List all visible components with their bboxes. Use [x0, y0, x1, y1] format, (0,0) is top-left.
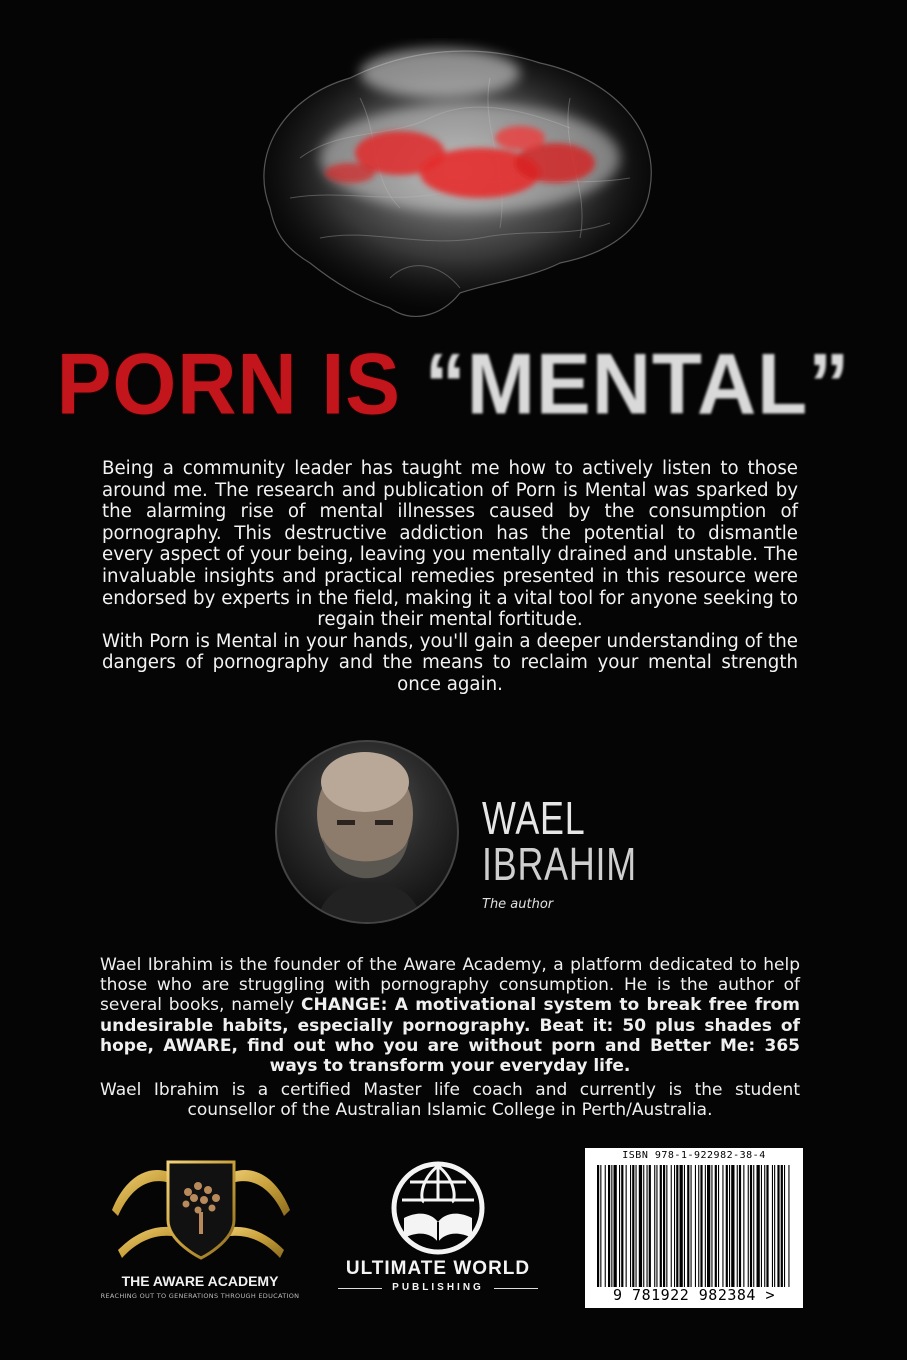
bio-paragraph-1: [100, 955, 800, 1076]
barcode-bar: [729, 1165, 730, 1287]
aware-academy-name: THE AWARE ACADEMY: [121, 1273, 279, 1289]
author-first-name: WAEL: [482, 792, 586, 844]
barcode-bar: [757, 1165, 760, 1287]
barcode-bar: [656, 1165, 657, 1287]
barcode-bar: [649, 1165, 651, 1287]
brain-illustration: [240, 38, 670, 338]
barcode-bar: [663, 1165, 665, 1287]
barcode-bars: [595, 1165, 793, 1287]
barcode-bar: [784, 1165, 785, 1287]
book-blurb: [102, 458, 798, 696]
barcode-bar: [726, 1165, 728, 1287]
barcode-bar: [774, 1165, 775, 1287]
title-part-1: PORN IS: [56, 336, 401, 433]
barcode-bar: [614, 1165, 617, 1287]
barcode-bar: [715, 1165, 717, 1287]
bio-intro: Wael Ibrahim is the founder of the Aware Academy, a platform dedicated to help those who are struggling with pornography consumption. He is the author of several books, namely: [100, 955, 800, 1016]
aware-academy-logo-icon: [108, 1150, 294, 1270]
title-part-2: “MENTAL”: [424, 336, 851, 433]
author-last-name: IBRAHIM: [482, 838, 637, 890]
barcode-bar: [619, 1165, 620, 1287]
barcode-bar: [643, 1165, 644, 1287]
barcode-bar: [750, 1165, 752, 1287]
barcode-bar: [676, 1165, 678, 1287]
barcode-bar: [781, 1165, 783, 1287]
cover-title: [0, 333, 907, 438]
publisher-divider-right: [494, 1288, 538, 1289]
bio-paragraph-2: Wael Ibrahim is a certified Master life coach and currently is the student counsellor of the Australian Islamic College in Perth/Australia.: [100, 1080, 800, 1121]
barcode-bar: [597, 1165, 599, 1287]
barcode-bar: [707, 1165, 710, 1287]
barcode-bar: [684, 1165, 685, 1287]
barcode-bar: [743, 1165, 744, 1287]
globe-book-icon: [390, 1160, 486, 1256]
barcode-bar: [788, 1165, 789, 1287]
barcode-bar: [621, 1165, 623, 1287]
author-name: [482, 792, 637, 890]
aware-academy-tagline: REACHING OUT TO GENERATIONS THROUGH EDUCATION: [100, 1292, 300, 1300]
author-role: The author: [482, 897, 554, 912]
isbn-label: ISBN 978-1-922982-38-4: [622, 1150, 766, 1161]
barcode-bar: [630, 1165, 631, 1287]
barcode-bar: [660, 1165, 662, 1287]
barcode-bar: [600, 1165, 601, 1287]
isbn-barcode: [585, 1148, 803, 1308]
barcode-bar: [698, 1165, 699, 1287]
barcode-bar: [700, 1165, 702, 1287]
barcode-bar: [739, 1165, 741, 1287]
barcode-bar: [654, 1165, 655, 1287]
author-portrait: [275, 740, 459, 924]
bio-books: CHANGE: A motivational system to break free from undesirable habits, especially pornography. Beat it: 50 plus shades of hope, AWARE, find out who you are without porn and Better Me: 365 ways to transform your everyday life.: [100, 995, 801, 1077]
barcode-bar: [766, 1165, 768, 1287]
publisher-name: ULTIMATE WORLD: [345, 1258, 531, 1279]
blurb-paragraph-2: With Porn is Mental in your hands, you'll gain a deeper understanding of the dangers of pornography and the means to reclaim your mental strength once again.: [102, 630, 798, 695]
barcode-bar: [636, 1165, 637, 1287]
barcode-bar: [761, 1165, 762, 1287]
barcode-bar: [626, 1165, 627, 1287]
blurb-paragraph-1: Being a community leader has taught me how to actively listen to those around me. The research and publication of Porn is Mental was sparked by the alarming rise of mental illnesses caused by the consumption of pornography. This destructive addiction has the potential to dismantle every aspect of your being, leaving you mentally drained and unstable. The invaluable insights and practical remedies presented in this resource were endorsed by experts in the field, making it a vital tool for anyone seeking to regain their mental fortitude.: [102, 458, 798, 631]
barcode-bar: [666, 1165, 667, 1287]
barcode-bar: [722, 1165, 723, 1287]
publisher-subtitle: PUBLISHING: [392, 1282, 484, 1293]
barcode-bar: [680, 1165, 683, 1287]
barcode-bar: [718, 1165, 719, 1287]
barcode-bar: [671, 1165, 672, 1287]
barcode-bar: [691, 1165, 692, 1287]
barcode-bar: [705, 1165, 706, 1287]
barcode-bar: [605, 1165, 606, 1287]
barcode-bar: [674, 1165, 675, 1287]
barcode-bar: [711, 1165, 712, 1287]
barcode-bar: [632, 1165, 634, 1287]
barcode-bar: [753, 1165, 754, 1287]
author-photo-icon: [277, 742, 457, 922]
barcode-bar: [695, 1165, 696, 1287]
barcode-bar: [731, 1165, 734, 1287]
isbn-digits: 9 781922 982384 >: [612, 1286, 776, 1304]
barcode-bar: [647, 1165, 648, 1287]
barcode-bar: [687, 1165, 689, 1287]
barcode-bar: [608, 1165, 610, 1287]
barcode-bar: [748, 1165, 749, 1287]
barcode-bar: [639, 1165, 642, 1287]
barcode-bar: [737, 1165, 738, 1287]
barcode-bar: [777, 1165, 779, 1287]
barcode-bar: [611, 1165, 612, 1287]
author-bio: [100, 955, 800, 1125]
barcode-bar: [764, 1165, 765, 1287]
barcode-bar: [772, 1165, 773, 1287]
